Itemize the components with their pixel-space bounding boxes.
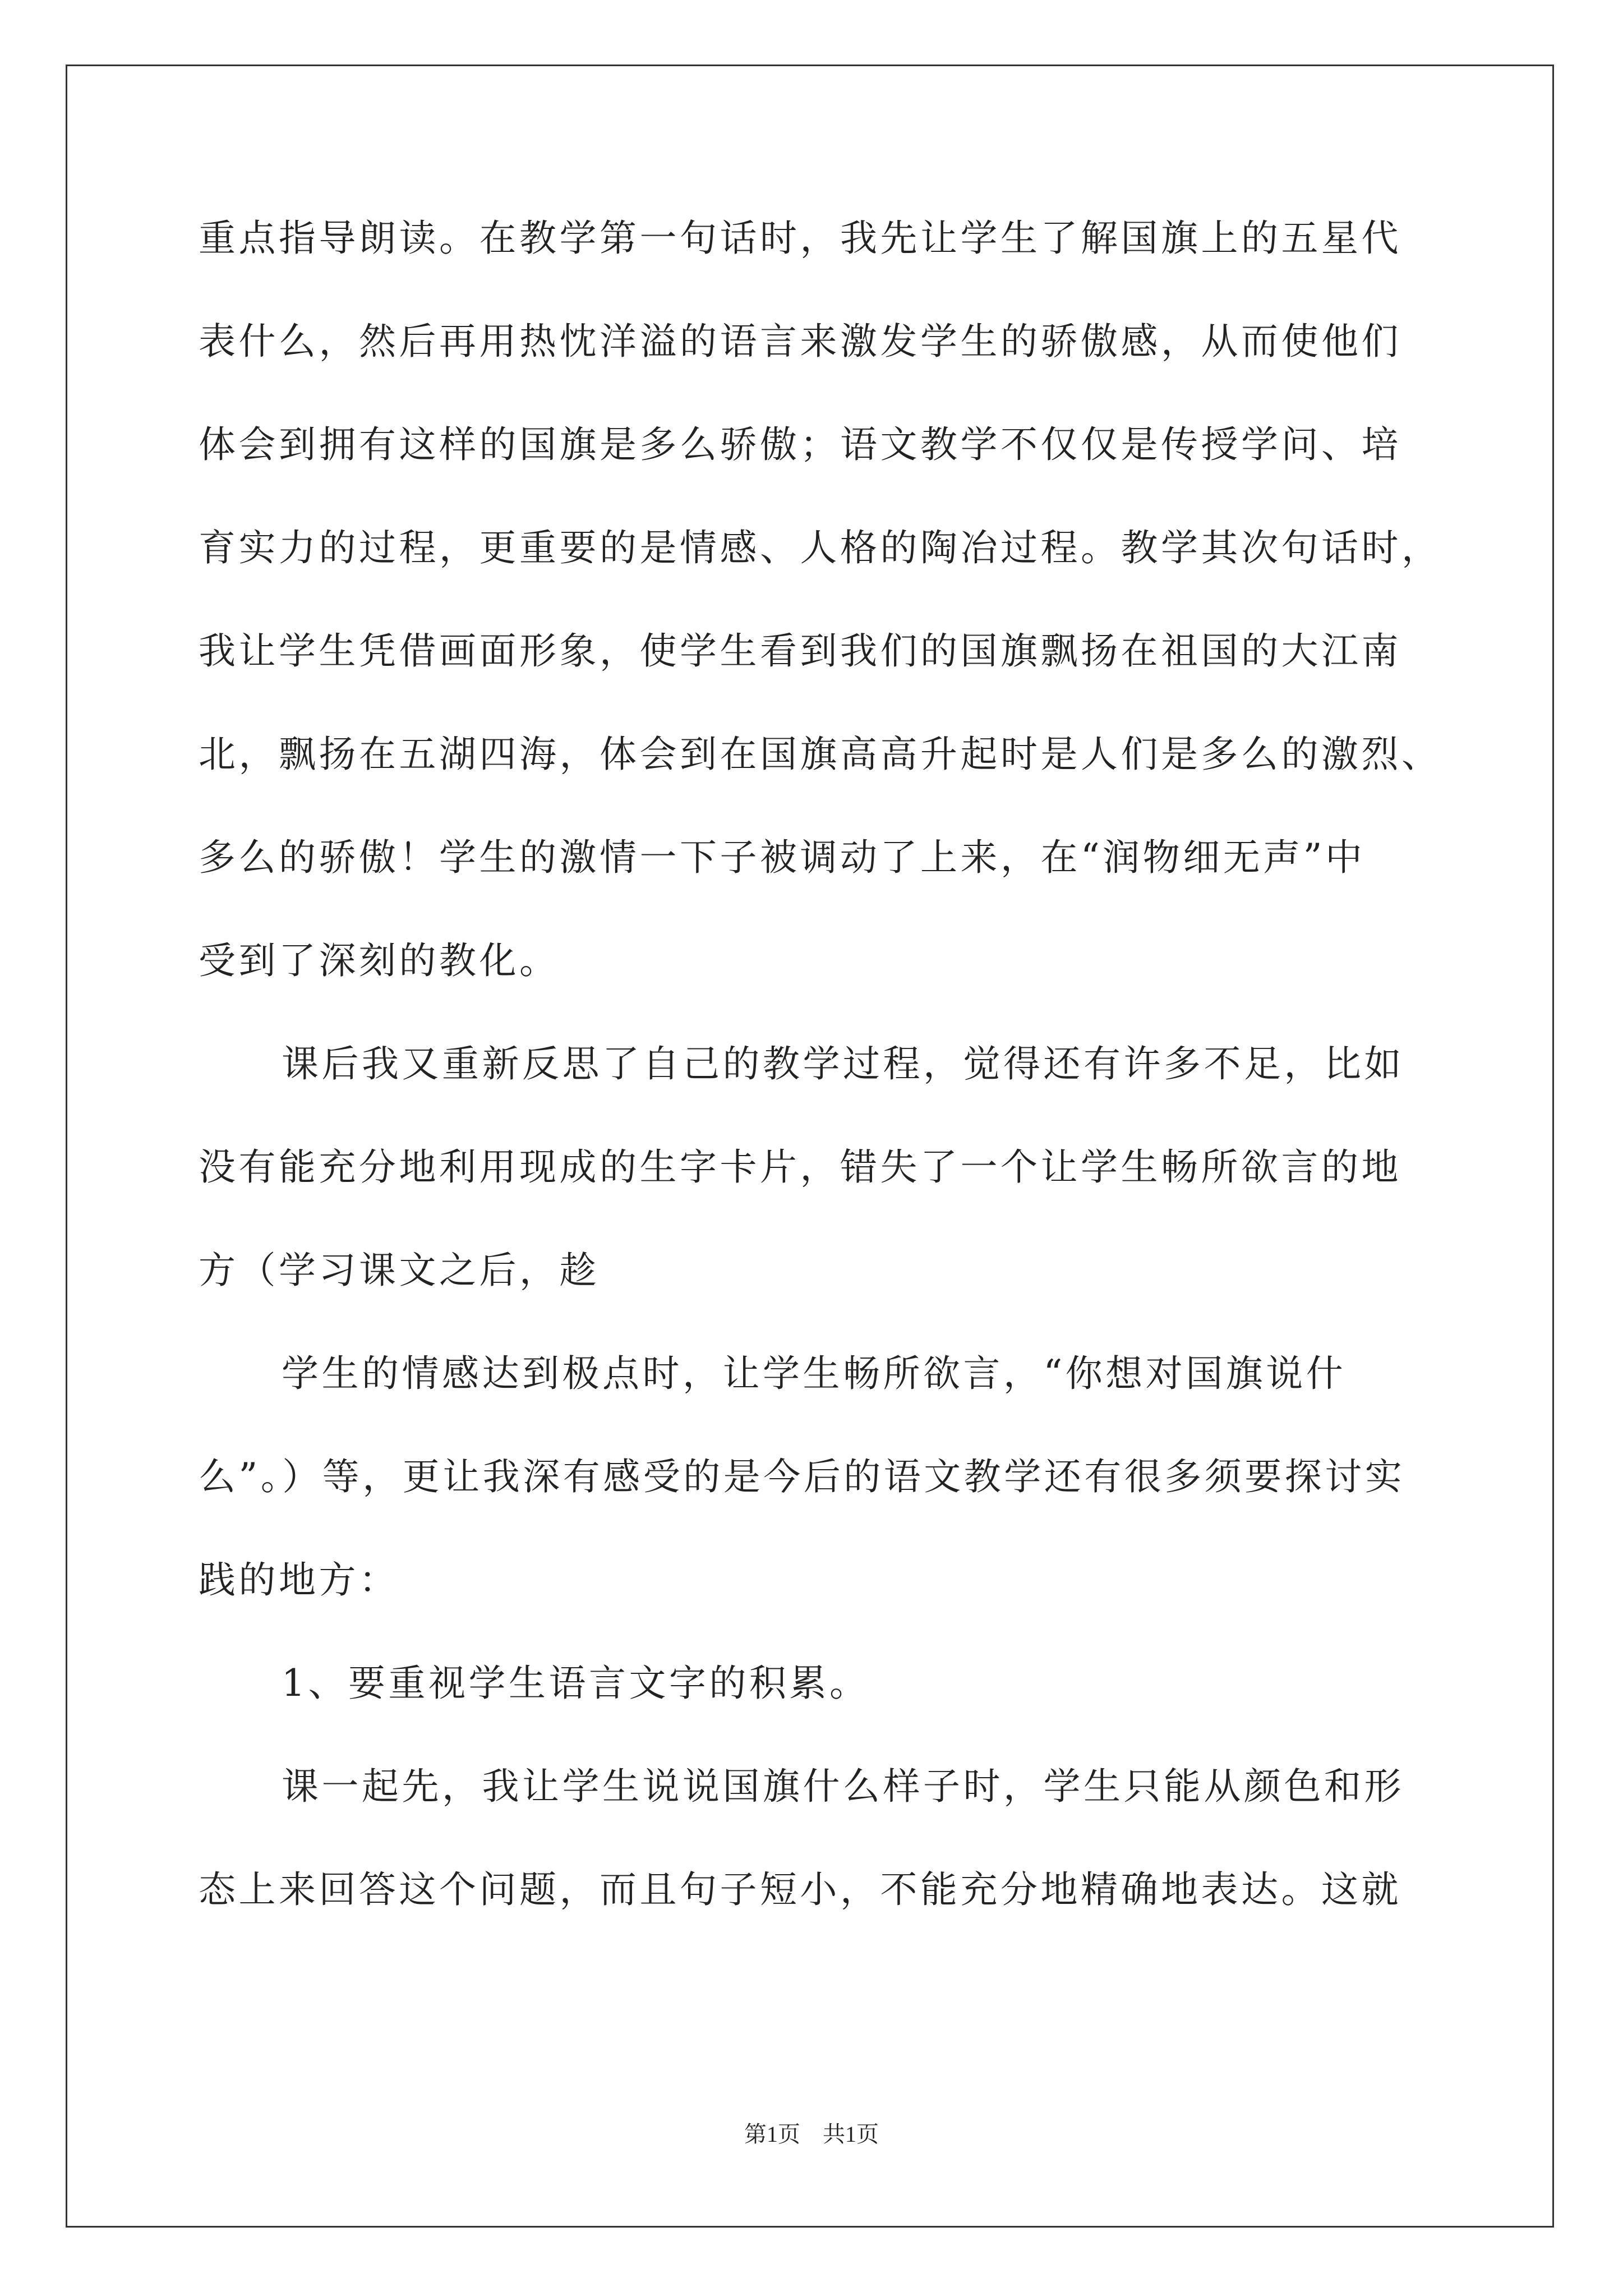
page-total: 共1页 (823, 2122, 879, 2147)
text-line: 态上来回答这个问题，而且句子短小，不能充分地精确地表达。这就 (199, 1868, 1401, 1911)
text-line: 体会到拥有这样的国旗是多么骄傲；语文教学不仅仅是传授学问、培 (199, 423, 1401, 466)
text-line: 表什么，然后再用热忱洋溢的语言来激发学生的骄傲感，从而使他们 (199, 320, 1401, 363)
text-line: 北，飘扬在五湖四海，体会到在国旗高高升起时是人们是多么的激烈、 (199, 733, 1442, 776)
list-heading: 1、要重视学生语言文字的积累。 (282, 1662, 870, 1705)
paragraph-start: 课后我又重新反思了自己的教学过程，觉得还有许多不足，比如 (282, 1042, 1404, 1085)
text-line: 么”。）等，更让我深有感受的是今后的语文教学还有很多须要探讨实 (199, 1455, 1405, 1498)
text-line: 方（学习课文之后，趁 (199, 1249, 600, 1292)
page-number: 第1页 (744, 2122, 800, 2147)
text-line: 践的地方： (199, 1558, 399, 1602)
paragraph-start: 学生的情感达到极点时，让学生畅所欲言，“你想对国旗说什 (282, 1352, 1347, 1395)
page-footer (0, 2120, 1623, 2148)
text-line: 重点指导朗读。在教学第一句话时，我先让学生了解国旗上的五星代 (199, 217, 1401, 260)
paragraph-start: 课一起先，我让学生说说国旗什么样子时，学生只能从颜色和形 (282, 1765, 1404, 1808)
text-line: 没有能充分地利用现成的生字卡片，错失了一个让学生畅所欲言的地 (199, 1145, 1401, 1189)
text-line: 我让学生凭借画面形象，使学生看到我们的国旗飘扬在祖国的大江南 (199, 629, 1401, 673)
text-line: 多么的骄傲！学生的激情一下子被调动了上来，在“润物细无声”中 (199, 836, 1366, 879)
text-line: 受到了深刻的教化。 (199, 939, 560, 982)
text-line: 育实力的过程，更重要的是情感、人格的陶冶过程。教学其次句话时， (199, 526, 1442, 569)
